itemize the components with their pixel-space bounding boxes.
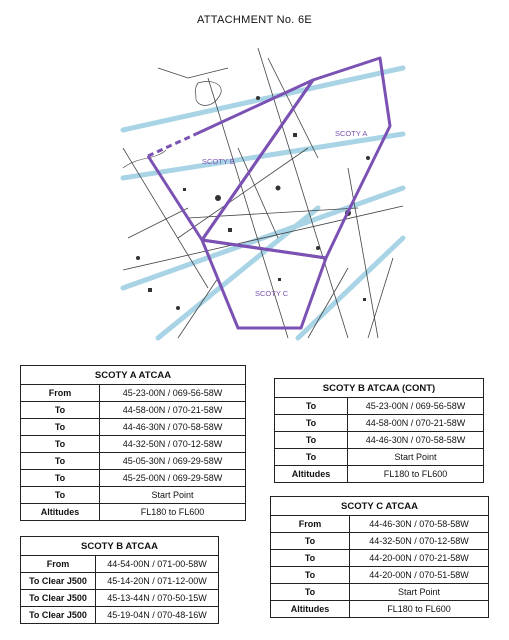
scoty-c-label: SCOTY C xyxy=(255,289,289,298)
airway-line xyxy=(123,206,403,270)
table-row: Altitudes FL180 to FL600 xyxy=(275,466,484,483)
table-header: SCOTY B ATCAA (CONT) xyxy=(275,379,484,398)
table-row: To 44-20-00N / 070-51-58W xyxy=(271,567,489,584)
airport-symbol xyxy=(363,298,366,301)
airport-symbol xyxy=(278,278,281,281)
scoty-a-table xyxy=(20,365,246,521)
table-header: SCOTY B ATCAA xyxy=(21,537,219,556)
scoty-a-label: SCOTY A xyxy=(335,129,368,138)
navaid-symbol xyxy=(136,256,140,260)
scoty-b-table xyxy=(20,536,219,624)
table-row: To 45-05-30N / 069-29-58W xyxy=(21,453,246,470)
table-row: From 44-54-00N / 071-00-58W xyxy=(21,556,219,573)
table-row: To Start Point xyxy=(275,449,484,466)
navaid-symbol xyxy=(176,306,180,310)
airport-symbol xyxy=(293,133,297,137)
airway-corridor xyxy=(123,68,403,130)
table-row: To 45-23-00N / 069-56-58W xyxy=(275,398,484,415)
table-row: To 44-32-50N / 070-12-58W xyxy=(21,436,246,453)
table-header: SCOTY C ATCAA xyxy=(271,497,489,516)
navaid-symbol xyxy=(276,186,281,191)
table-row: Altitudes FL180 to FL600 xyxy=(271,601,489,618)
airway-line xyxy=(158,68,228,78)
page-title: ATTACHMENT No. 6E xyxy=(196,14,313,26)
table-row: To 44-32-50N / 070-12-58W xyxy=(271,533,489,550)
table-row: To 44-58-00N / 070-21-58W xyxy=(21,402,246,419)
scoty-c-table xyxy=(270,496,489,618)
lake-outline xyxy=(195,81,221,105)
table-row: To Start Point xyxy=(21,487,246,504)
scoty-b-dashed-boundary xyxy=(148,134,196,156)
table-row: To 45-25-00N / 069-29-58W xyxy=(21,470,246,487)
airway-corridor xyxy=(123,134,403,178)
table-row: To 44-46-30N / 070-58-58W xyxy=(275,432,484,449)
scoty-b-cont-table xyxy=(274,378,484,483)
navaid-symbol xyxy=(366,156,370,160)
table-row: To 44-58-00N / 070-21-58W xyxy=(275,415,484,432)
table-row: To Clear J500 45-14-20N / 071-12-00W xyxy=(21,573,219,590)
airway-line xyxy=(208,78,288,338)
table-row: Altitudes FL180 to FL600 xyxy=(21,504,246,521)
table-header: SCOTY A ATCAA xyxy=(21,366,246,385)
navaid-symbol xyxy=(215,195,221,201)
table-row: From 44-46-30N / 070-58-58W xyxy=(271,516,489,533)
table-row: To Clear J500 45-13-44N / 070-50-15W xyxy=(21,590,219,607)
airport-symbol xyxy=(228,228,232,232)
scoty-b-label: SCOTY B xyxy=(202,157,235,166)
airway-line xyxy=(348,168,378,338)
table-row: To Clear J500 45-19-04N / 070-48-16W xyxy=(21,607,219,624)
airport-symbol xyxy=(183,188,186,191)
airport-symbol xyxy=(148,288,152,292)
navaid-symbol xyxy=(256,96,260,100)
navaid-symbol xyxy=(316,246,320,250)
airway-line xyxy=(308,268,348,338)
airspace-map xyxy=(118,38,408,348)
table-row: To 44-46-30N / 070-58-58W xyxy=(21,419,246,436)
table-row: From 45-23-00N / 069-56-58W xyxy=(21,385,246,402)
airway-line xyxy=(128,208,188,238)
airway-corridor xyxy=(158,208,318,338)
table-row: To 44-20-00N / 070-21-58W xyxy=(271,550,489,567)
airway-line xyxy=(178,278,218,338)
table-row: To Start Point xyxy=(271,584,489,601)
